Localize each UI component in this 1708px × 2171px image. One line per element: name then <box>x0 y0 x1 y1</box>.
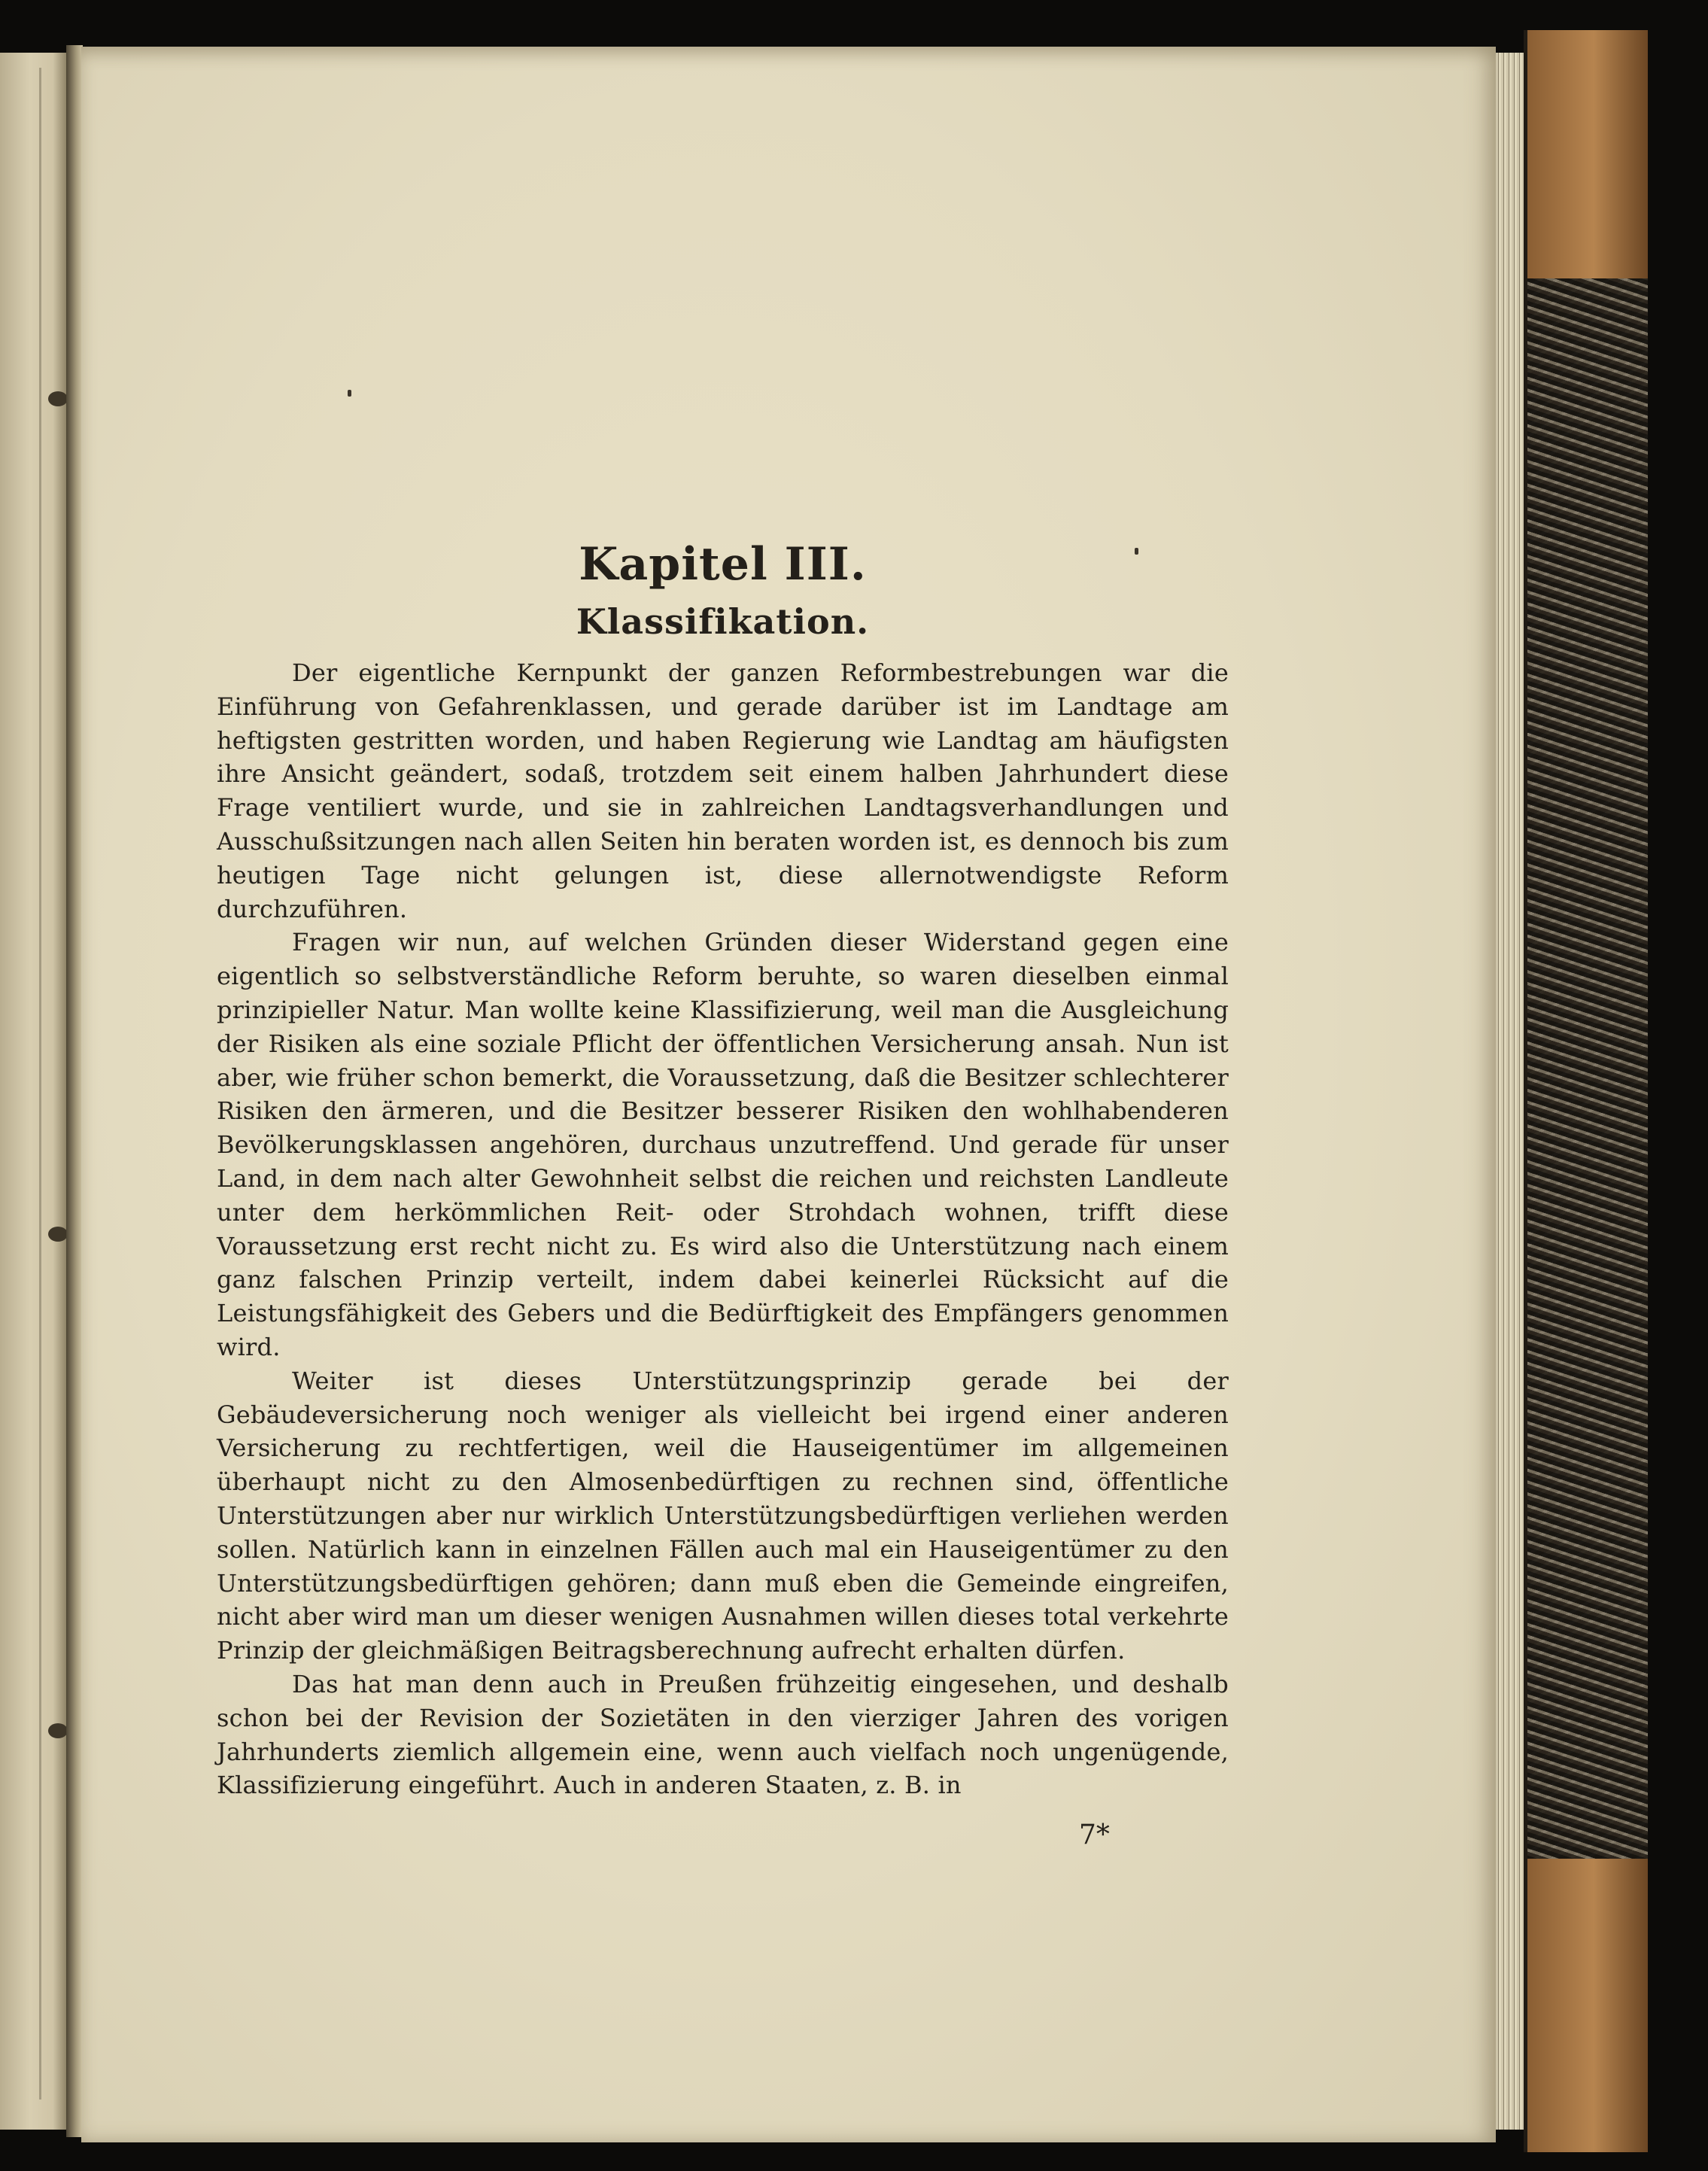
body-paragraph: Der eigentliche Kernpunkt der ganzen Reformbestrebungen war die Einführung von Gefahrenklassen, und gerade darüber ist im Landtage am heftigsten gestritten worden, und haben Regierung wie Landtag am häufigsten ihre Ansicht geändert, sodaß, trotzdem seit einem halben Jahrhundert diese Frage ventiliert wurde, und sie in zahlreichen Landtagsverhandlungen und Ausschußsitzungen nach allen Seiten hin beraten worden ist, es dennoch bis zum heutigen Tage nicht gelungen ist, diese allernotwendigste Reform durchzuführen. <box>217 658 1229 923</box>
left-page-edge <box>0 53 66 2130</box>
body-paragraph: Weiter ist dieses Unterstützungsprinzip gerade bei der Gebäudeversicherung noch weniger als vielleicht bei irgend einer anderen Versicherung zu rechtfertigen, weil die Hauseigentümer im allgemeinen überhaupt nicht zu den Almosenbedürftigen zu rechnen sind, öffentliche Unterstützungen aber nur wirklich Unterstützungsbedürftigen verliehen werden sollen. Natürlich kann in einzelnen Fällen auch mal ein Hauseigentümer zu den Unterstützungsbedürftigen gehören; dann muß eben die Gemeinde eingreifen, nicht aber wird man um dieser wenigen Ausnahmen willen dieses total verkehrte Prinzip der gleichmäßigen Beitragsberechnung aufrecht erhalten dürfen. <box>217 1366 1229 1665</box>
chapter-title: Kapitel III. <box>579 538 867 591</box>
book-gutter <box>66 45 83 2137</box>
body-paragraph: Fragen wir nun, auf welchen Gründen dieser Widerstand gegen eine eigentlich so selbstverständliche Reform beruhte, so waren dieselben einmal prinzipieller Natur. Man wollte keine Klassifizierung, weil man die Ausgleichung der Risiken als eine soziale Pflicht der öffentlichen Versicherung ansah. Nun ist aber, wie früher schon bemerkt, die Voraussetzung, daß die Besitzer schlechterer Risiken den ärmeren, und die Besitzer besserer Risiken den wohlhabenderen Bevölkerungsklassen angehören, durchaus unzutreffend. Und gerade für unser Land, in dem nach alter Gewohnheit selbst die reichen und reichsten Landleute unter dem herkömmlichen Reit- oder Strohdach wohnen, trifft diese Voraussetzung erst recht nicht zu. Es wird also die Unterstützung nach einem ganz falschen Prinzip verteilt, indem dabei keinerlei Rücksicht auf die Leistungsfähigkeit des Gebers und die Bedürftigkeit des Empfängers genommen wird. <box>217 928 1229 1361</box>
marbled-cover <box>1527 30 1648 2152</box>
leather-corner-bottom <box>1527 1859 1648 2152</box>
leather-corner-top <box>1527 30 1648 278</box>
page-block-edges <box>1496 53 1527 2130</box>
body-paragraph: Das hat man denn auch in Preußen frühzeitig eingesehen, und deshalb schon bei der Revision der Sozietäten in den vierziger Jahren des vorigen Jahrhunderts ziemlich allgemein eine, wenn auch vielfach noch ungenügende, Klassifizierung eingeführt. Auch in anderen Staaten, z. B. in <box>217 1669 1229 1800</box>
paper-speck <box>348 390 351 397</box>
page-text <box>217 534 1229 1802</box>
section-title: Klassifikation. <box>576 601 870 642</box>
binding-stitch <box>48 1227 68 1242</box>
binding-stitch <box>48 391 68 406</box>
page-number: 7* <box>1079 1820 1110 1850</box>
left-page-fold <box>39 68 41 2100</box>
binding-stitch <box>48 1723 68 1738</box>
